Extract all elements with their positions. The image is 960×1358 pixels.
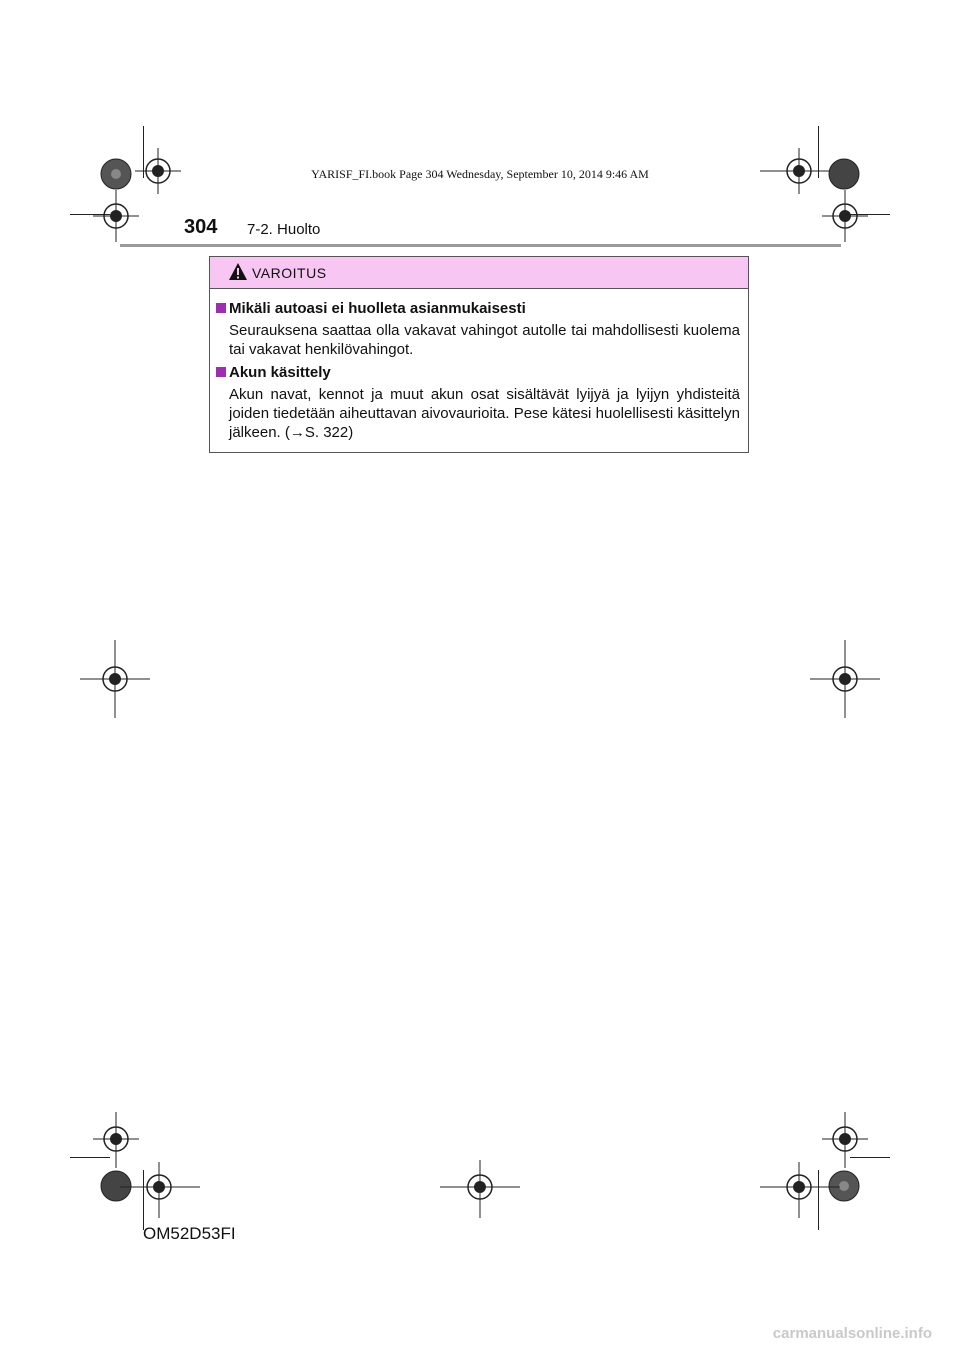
warning-item-title [216,299,740,318]
warning-item-body: Akun navat, kennot ja muut akun osat sisältävät lyijyä ja lyijyn yhdisteitä joiden tiedetään aiheuttavan aivovaurioita. Pese kätesi huolellisesti käsittelyn jälkeen. (→S. 322) [229,386,740,441]
registration-mark-icon [810,640,880,718]
registration-mark-icon [822,190,868,242]
warning-item-title-text: Mikäli autoasi ei huolleta asianmukaisesti [229,300,526,317]
warning-item [216,363,740,442]
square-bullet-icon [216,367,226,377]
registration-mark-icon [93,1112,139,1168]
section-title: 7-2. Huolto [247,221,321,238]
manual-code: OM52D53FI [143,1224,236,1243]
square-bullet-icon [216,303,226,313]
watermark: carmanualsonline.info [772,1325,932,1342]
registration-mark-icon [760,1162,840,1218]
registration-mark-icon [120,1162,200,1218]
registration-mark-icon [93,190,139,242]
warning-item-title [216,363,740,382]
warning-item [216,299,740,359]
registration-mark-icon [440,1160,520,1218]
warning-item-title-text: Akun käsittely [229,364,331,381]
registration-mark-icon [80,640,150,718]
warning-triangle-icon [228,262,248,281]
warning-header [210,257,748,289]
warning-item-body: Seurauksena saattaa olla vakavat vahingot autolle tai mahdollisesti kuolema tai vakavat henkilövahingot. [229,322,740,358]
header-rule [120,244,841,247]
book-info-line: YARISF_FI.book Page 304 Wednesday, September 10, 2014 9:46 AM [311,167,649,181]
registration-mark-icon [822,1112,868,1168]
warning-box [209,256,749,453]
warning-title: VAROITUS [252,265,327,281]
page-number: 304 [184,216,218,238]
